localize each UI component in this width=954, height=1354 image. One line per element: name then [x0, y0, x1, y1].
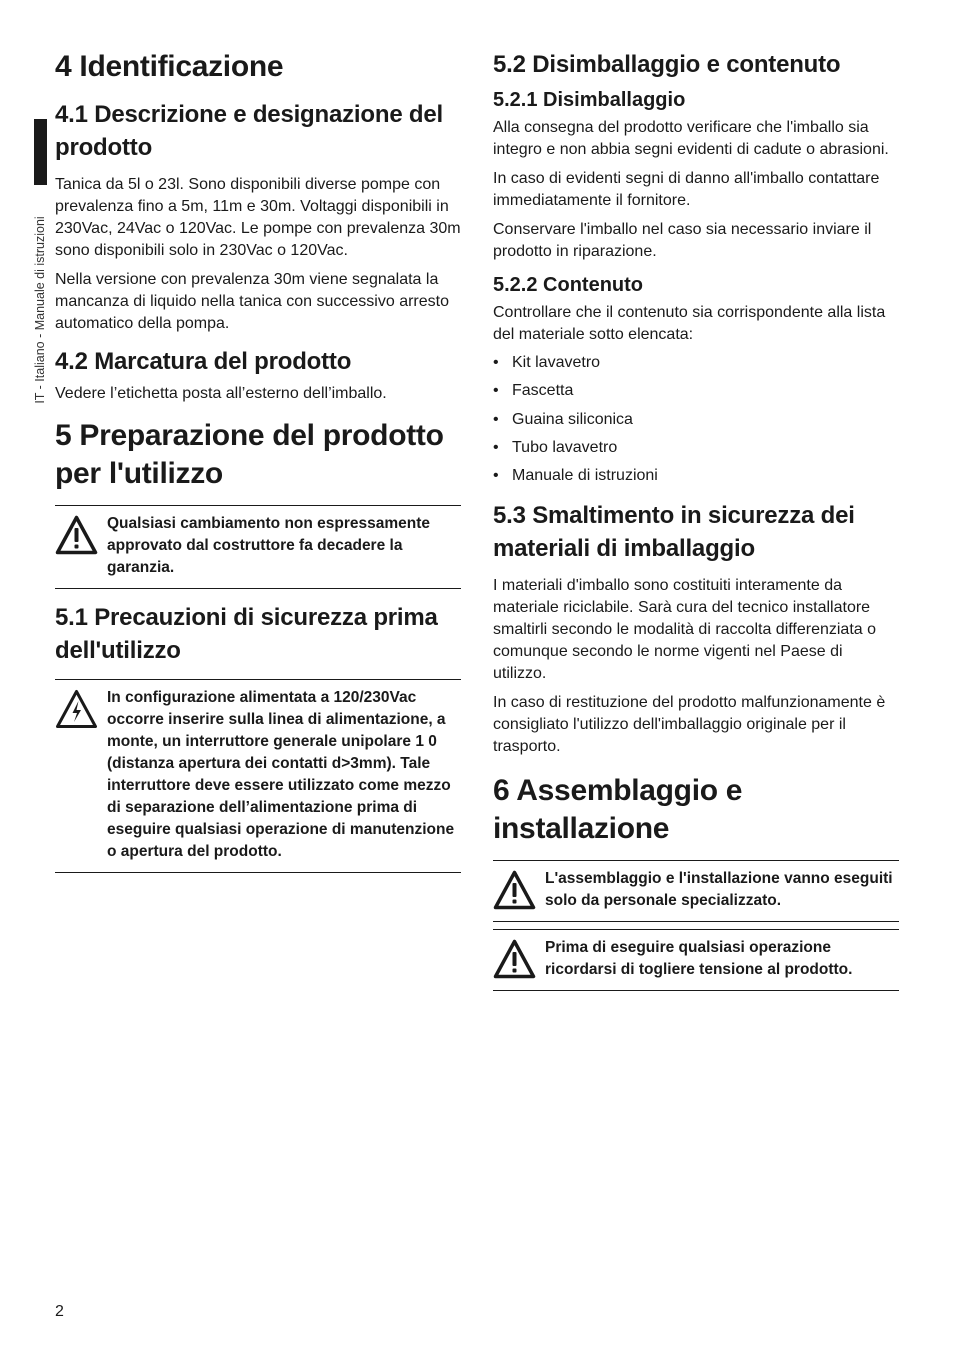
section-4-1-paragraph-2: Nella versione con prevalenza 30m viene segnalata la mancanza di liquido nella tanica con successivo arresto automatico della pompa. — [55, 271, 449, 332]
section-5-2-title: 5.2 Disimballaggio e contenuto — [493, 51, 841, 78]
section-5-3-title: 5.3 Smaltimento in sicurezza dei materiali di imballaggio — [493, 502, 855, 563]
warning-triangle-icon — [493, 939, 536, 979]
electrical-hazard-icon — [55, 689, 98, 729]
section-5-2-2-title: 5.2.2 Contenuto — [493, 274, 644, 296]
section-5-3-paragraph-1: I materiali d'imballo sono costituiti interamente da materiale riciclabile. Sarà cura del tecnico installatore smaltirli secondo le modalità di raccolta differenziata o comunque secondo le norme vigenti nel Paese di utilizzo. — [493, 577, 877, 683]
section-4-1-title: 4.1 Descrizione e designazione del prodotto — [55, 101, 444, 161]
warning-triangle-icon — [55, 515, 98, 555]
list-item: • Fascetta — [493, 382, 574, 400]
warning-text: In configurazione alimentata a 120/230Vac occorre inserire sulla linea di alimentazione, a monte, un interruttore generale unipolare 1 0 (distanza apertura dei contatti d>3mm). Tale interruttore deve essere utilizzato come mezzo di separazione dell’alimentazione prima di eseguire qualsiasi operazione di manutenzione o apertura del prodotto. — [107, 689, 455, 860]
section-6-title: 6 Assemblaggio e installazione — [493, 774, 743, 846]
warning-box-warranty — [55, 505, 461, 589]
right-column — [493, 48, 899, 991]
section-4-title: 4 Identificazione — [55, 50, 284, 83]
list-item: • Tubo lavavetro — [493, 438, 618, 456]
list-item: • Guaina siliconica — [493, 410, 633, 428]
section-5-2-1-paragraph-2: In caso di evidenti segni di danno all'imballo contattare immediatamente il fornitore. — [493, 170, 880, 209]
section-5-title: 5 Preparazione del prodotto per l'utilizzo — [55, 419, 444, 490]
list-item: • Manuale di istruzioni — [493, 467, 658, 485]
warning-box-power-off — [493, 929, 899, 991]
warning-triangle-icon — [493, 870, 536, 910]
contents-list — [493, 352, 899, 487]
warning-text: L'assemblaggio e l'installazione vanno eseguiti solo da personale specializzato. — [545, 870, 893, 910]
sidebar-language-label: IT - Italiano - Manuale di istruzioni — [33, 216, 47, 404]
section-4-2-title: 4.2 Marcatura del prodotto — [55, 348, 352, 375]
warning-text: Prima di eseguire qualsiasi operazione ricordarsi di togliere tensione al prodotto. — [545, 939, 853, 979]
warning-box-specialized-personnel — [493, 860, 899, 922]
section-5-2-2-paragraph: Controllare che il contenuto sia corrispondente alla lista del materiale sotto elencata: — [493, 304, 886, 343]
section-5-2-1-paragraph-1: Alla consegna del prodotto verificare che l'imballo sia integro e non abbia segni evidenti di cadute o abrasioni. — [493, 119, 889, 158]
page-number: 2 — [55, 1303, 64, 1320]
section-5-2-1-paragraph-3: Conservare l'imballo nel caso sia necessario inviare il prodotto in riparazione. — [493, 221, 872, 260]
section-5-1-title: 5.1 Precauzioni di sicurezza prima dell'utilizzo — [55, 604, 438, 664]
warning-text: Qualsiasi cambiamento non espressamente approvato dal costruttore fa decadere la garanzia. — [107, 515, 431, 576]
warning-box-electrical — [55, 679, 461, 873]
section-5-2-1-title: 5.2.1 Disimballaggio — [493, 89, 686, 111]
section-4-1-paragraph-1: Tanica da 5l o 23l. Sono disponibili diverse pompe con prevalenza fino a 5m, 11m e 30m. Voltaggi disponibili in 230Vac, 24Vac o 120Vac. Le pompe con prevalenza 30m sono disponibili solo in 230Vac o 120Vac. — [55, 176, 461, 259]
list-item: • Kit lavavetro — [493, 354, 601, 371]
section-4-2-paragraph: Vedere l’etichetta posta all’esterno dell’imballo. — [55, 385, 387, 402]
section-5-3-paragraph-2: In caso di restituzione del prodotto malfunzionamente è consigliato l'utilizzo dell'imballaggio originale per il trasporto. — [493, 694, 886, 756]
side-tab-marker — [34, 119, 47, 185]
left-column — [55, 48, 461, 873]
